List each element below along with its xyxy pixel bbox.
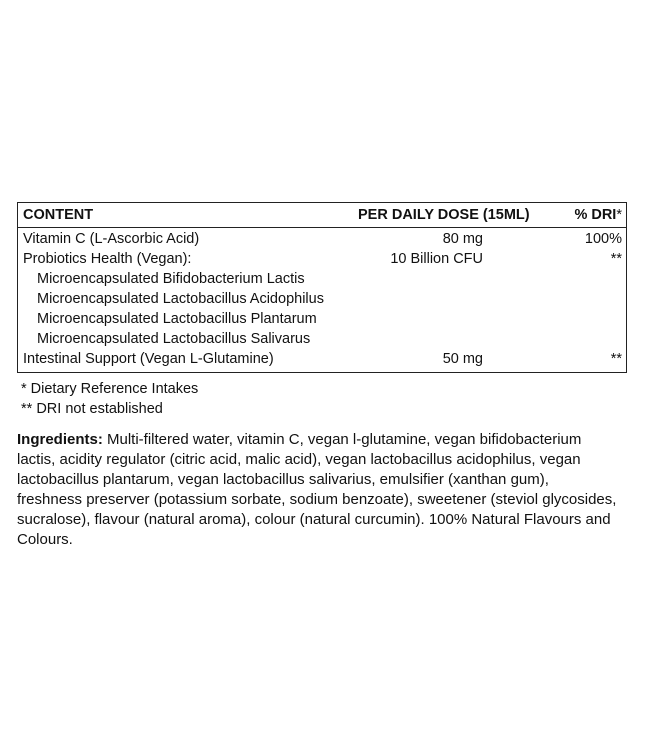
header-dri-label: % DRI [574, 207, 617, 223]
footnotes [17, 379, 631, 419]
table-row [18, 269, 626, 289]
table-row [18, 349, 626, 369]
table-row [18, 309, 626, 329]
row-content: Vitamin C (L-Ascorbic Acid) [23, 231, 200, 247]
table-row [18, 289, 626, 309]
row-content: Microencapsulated Lactobacillus Acidophilus [37, 291, 324, 307]
nutrition-table [17, 202, 627, 373]
table-row [18, 229, 626, 249]
table-row [18, 249, 626, 269]
row-dose: 10 Billion CFU [390, 251, 483, 267]
row-content: Microencapsulated Bifidobacterium Lactis [37, 271, 305, 287]
footnote-dri: * Dietary Reference Intakes [21, 381, 199, 397]
table-body [18, 228, 626, 372]
row-dri: ** [610, 251, 622, 267]
row-content: Microencapsulated Lactobacillus Plantarum [37, 311, 317, 327]
row-content: Intestinal Support (Vegan L-Glutamine) [23, 351, 274, 367]
header-dri [483, 203, 626, 227]
supplement-label [17, 202, 631, 550]
ingredients-text: Multi-filtered water, vitamin C, vegan l-glutamine, vegan bifidobacterium lactis, acidity regulator (citric acid, malic acid), vegan lactobacillus acidophilus, vegan lactobacillus plantarum, vegan lactobacillus salivarius, emulsifier (xanthan gum), freshness preserver (potassium sorbate, sodium benzoate), sweetener (steviol glycosides, sucralose), flavour (natural aroma), colour (natural curcumin). 100% Natural Flavours and Colours. [17, 431, 617, 548]
table-row [18, 329, 626, 349]
footnote-not-established: ** DRI not established [21, 401, 163, 417]
row-dose: 50 mg [442, 351, 483, 367]
header-dose: PER DAILY DOSE (15ML) [358, 207, 530, 223]
row-dri: 100% [584, 231, 622, 247]
ingredients-paragraph [17, 430, 617, 550]
header-content: CONTENT [23, 207, 94, 223]
table-header-row [18, 203, 626, 228]
ingredients-label: Ingredients: [17, 431, 103, 448]
header-dri-star: * [616, 207, 622, 223]
row-content: Probiotics Health (Vegan): [23, 251, 192, 267]
row-dri: ** [610, 351, 622, 367]
row-dose: 80 mg [442, 231, 483, 247]
row-content: Microencapsulated Lactobacillus Salivarus [37, 331, 311, 347]
